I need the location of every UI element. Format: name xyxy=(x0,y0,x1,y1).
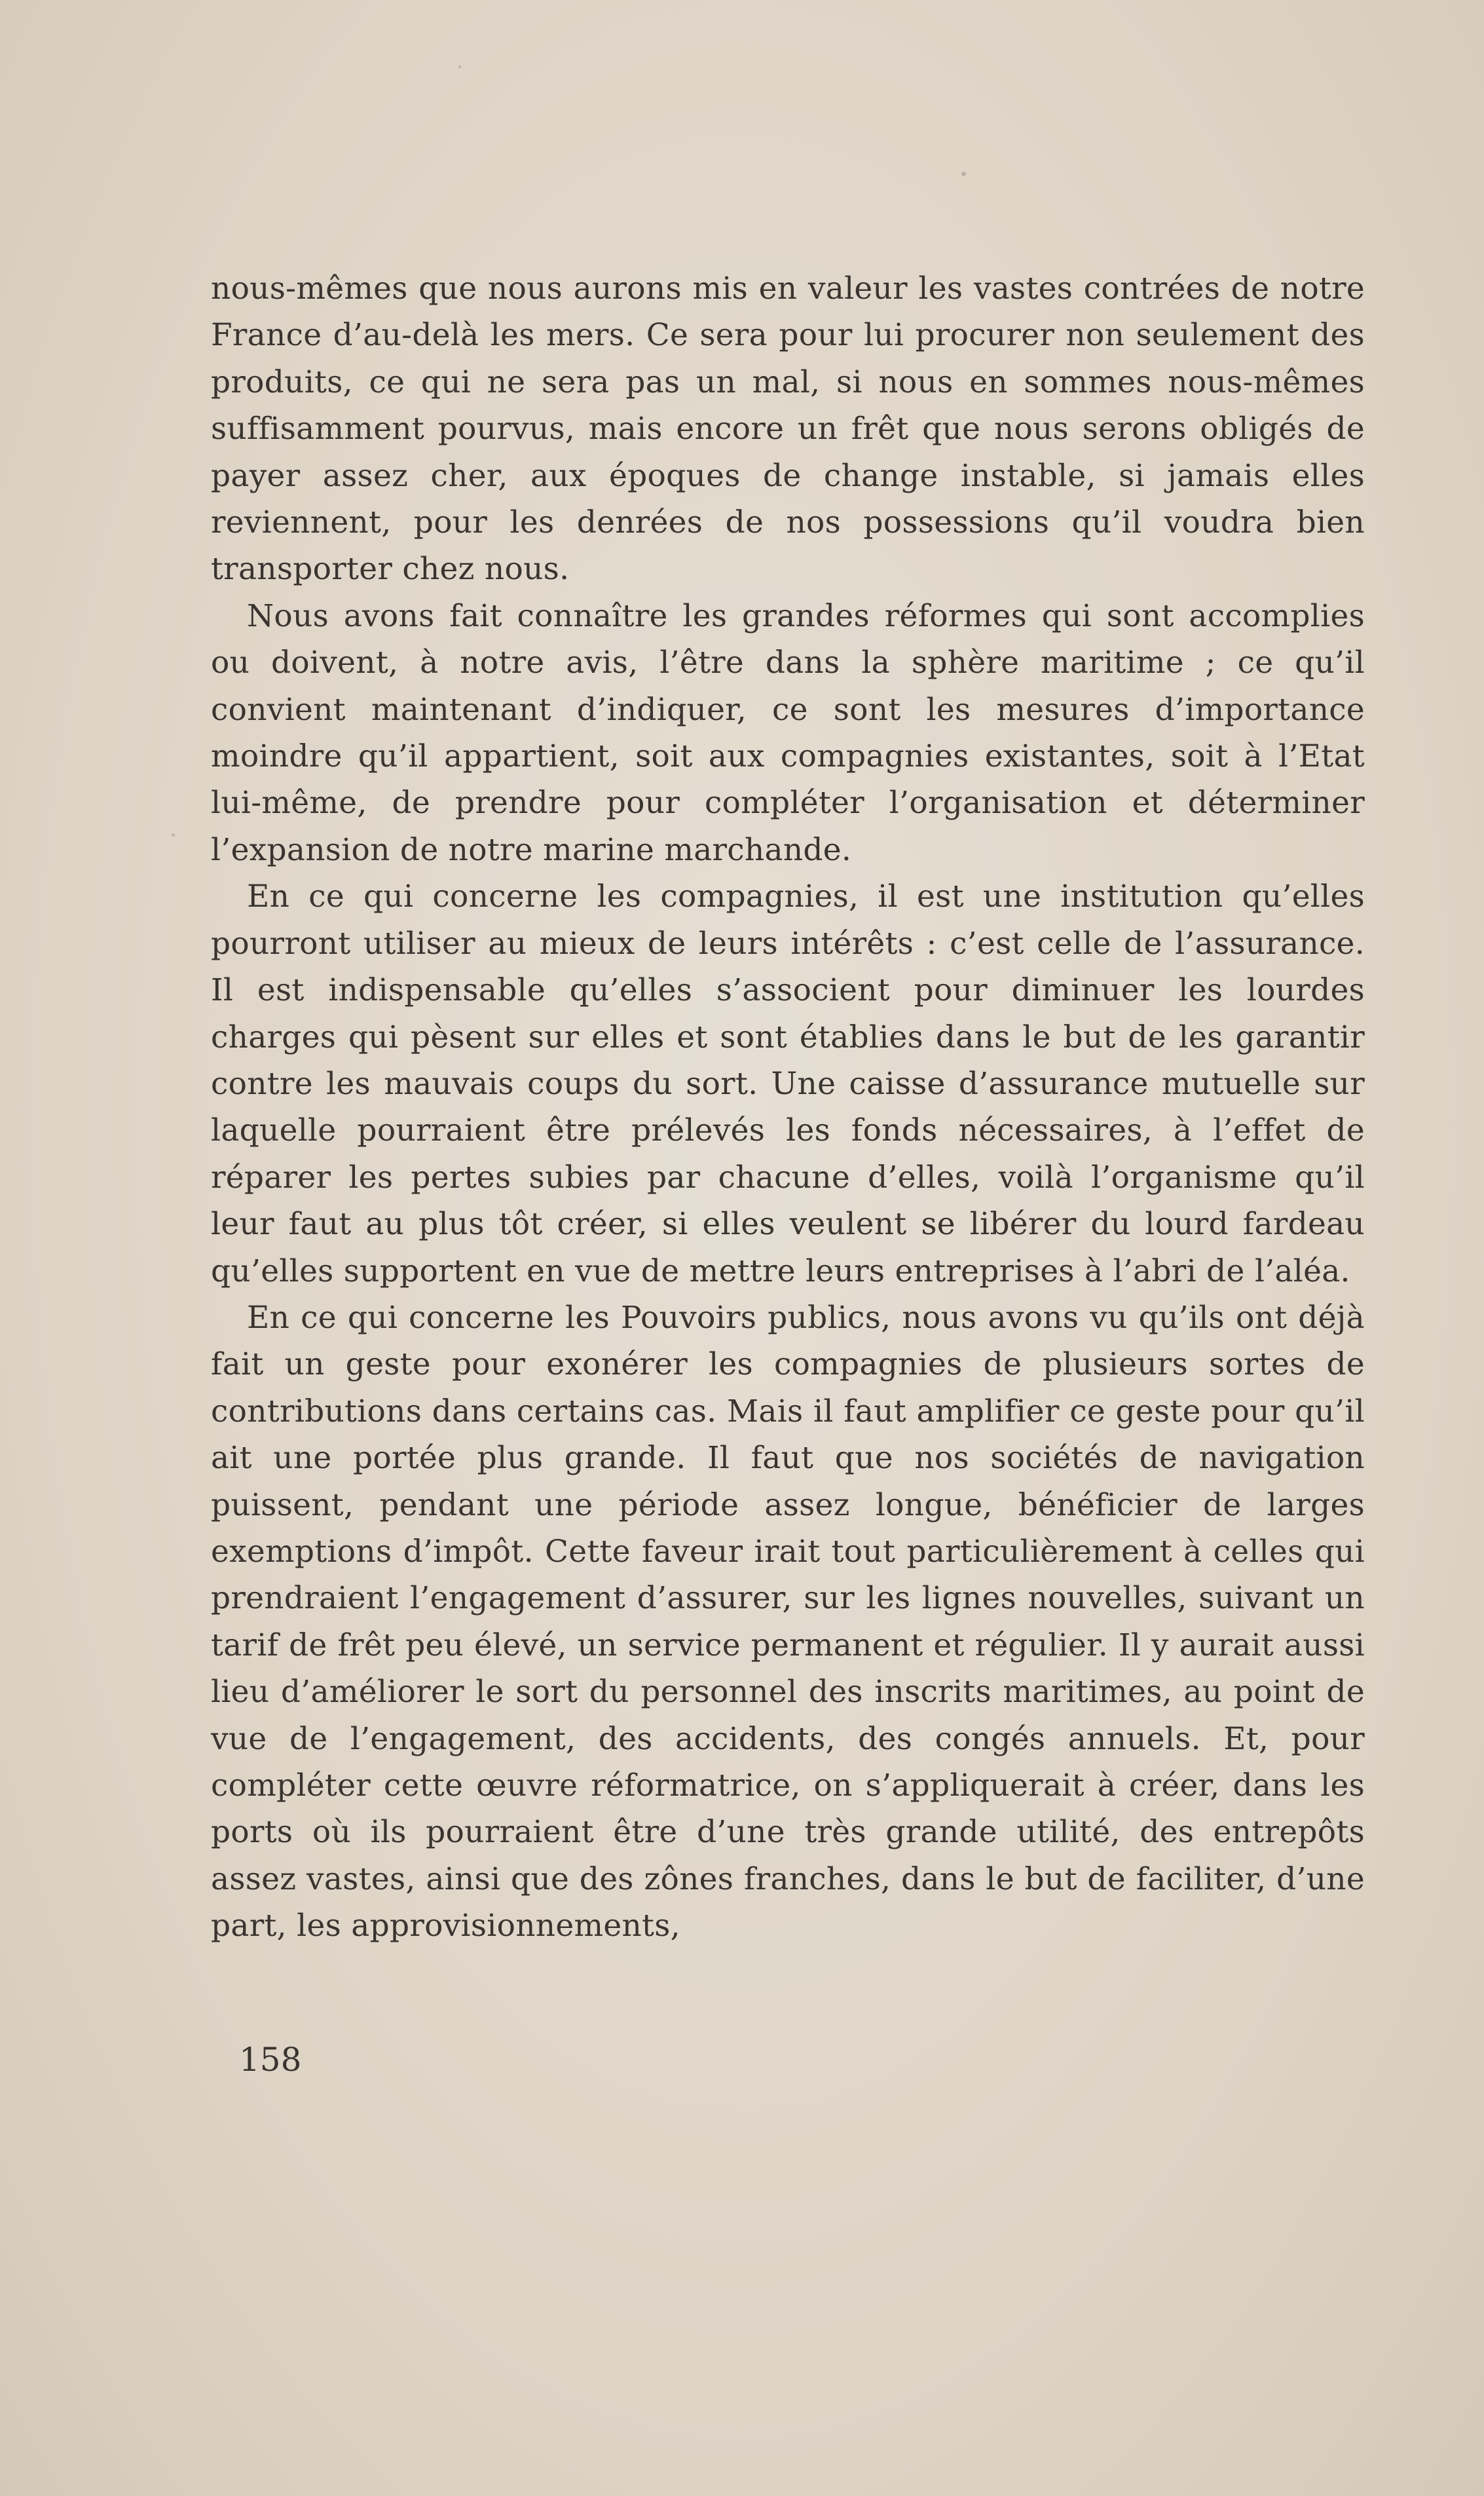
paragraph: nous-mêmes que nous aurons mis en valeur les vastes contrées de notre France d’au-delà les mers. Ce sera pour lui procurer non seulement des produits, ce qui ne sera pas un mal, si nous en sommes nous-mêmes suffisamment pourvus, mais encore un frêt que nous serons obligés de payer assez cher, aux époques de change instable, si jamais elles reviennent, pour les denrées de nos possessions qu’il voudra bien transporter chez nous. xyxy=(211,271,1365,588)
paper-speck xyxy=(172,833,175,837)
page-number: 158 xyxy=(239,2041,302,2079)
paper-speck xyxy=(961,172,966,176)
paragraph: Nous avons fait connaître les grandes réformes qui sont accomplies ou doivent, à notre avis, l’être dans la sphère maritime ; ce qu’il convient maintenant d’indiquer, ce sont les mesures d’importance moindre qu’il appartient, soit aux compagnies existantes, soit à l’Etat lui-même, de prendre pour compléter l’organisation et déterminer l’expansion de notre marine marchande. xyxy=(211,597,1365,868)
body-text xyxy=(211,265,1365,1950)
paragraph: En ce qui concerne les compagnies, il est une institution qu’elles pourront utiliser au mieux de leurs intérêts : c’est celle de l’assurance. Il est indispensable qu’elles s’associent pour diminuer les lourdes charges qui pèsent sur elles et sont établies dans le but de les garantir contre les mauvais coups du sort. Une caisse d’assurance mutuelle sur laquelle pourraient être prélevés les fonds nécessaires, à l’effet de réparer les pertes subies par chacune d’elles, voilà l’organisme qu’il leur faut au plus tôt créer, si elles veulent se libérer du lourd fardeau qu’elles supportent en vue de mettre leurs entreprises à l’abri de l’aléa. xyxy=(211,879,1365,1289)
paragraph: En ce qui concerne les Pouvoirs publics, nous avons vu qu’ils ont déjà fait un geste pour exonérer les compagnies de plusieurs sortes de contributions dans certains cas. Mais il faut amplifier ce geste pour qu’il ait une portée plus grande. Il faut que nos sociétés de navigation puissent, pendant une période assez longue, bénéficier de larges exemptions d’impôt. Cette faveur irait tout particulièrement à celles qui prendraient l’engagement d’assurer, sur les lignes nouvelles, suivant un tarif de frêt peu élevé, un service permanent et régulier. Il y aurait aussi lieu d’améliorer le sort du personnel des inscrits maritimes, au point de vue de l’engagement, des accidents, des congés annuels. Et, pour compléter cette œuvre réformatrice, on s’appliquerait à créer, dans les ports où ils pourraient être d’une très grande utilité, des entrepôts assez vastes, ainsi que des zônes franches, dans le but de faciliter, d’une part, les approvisionnements, xyxy=(211,1299,1365,1944)
paper-speck xyxy=(458,66,461,68)
